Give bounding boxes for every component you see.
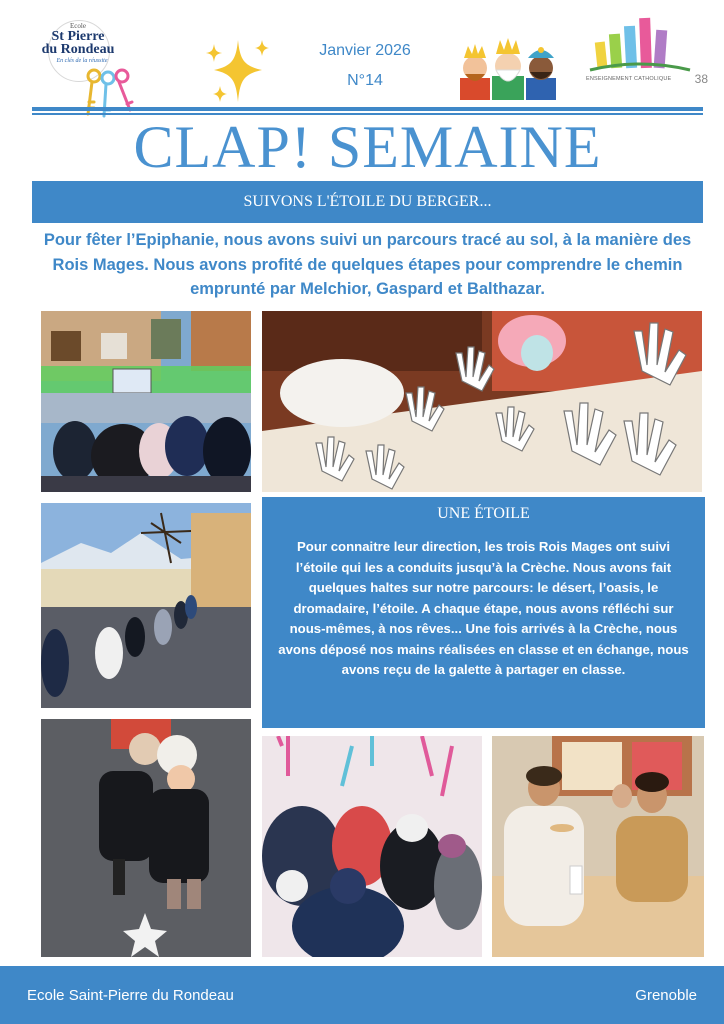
page-title: CLAP! SEMAINE bbox=[133, 114, 602, 180]
diocese-logo bbox=[584, 14, 710, 100]
photo-kids-on-star bbox=[41, 719, 251, 957]
three-kings-icon bbox=[458, 38, 558, 100]
diocese-number: 38 bbox=[694, 72, 708, 86]
logo-ecole-text: Ecole bbox=[70, 22, 86, 30]
photo-children-creche bbox=[262, 736, 482, 957]
une-etoile-heading: UNE ÉTOILE bbox=[437, 505, 530, 522]
intro-paragraph: Pour fêter l’Epiphanie, nous avons suivi un parcours tracé au sol, à la manière des Rois Mages. Nous avons profité de quelques étapes pour comprendre le chemin emprunté par Melchior, Gaspard et Balthazar. bbox=[43, 231, 692, 298]
diocese-label: ENSEIGNEMENT CATHOLIQUE bbox=[586, 76, 672, 82]
footer-school-name: Ecole Saint-Pierre du Rondeau bbox=[27, 987, 234, 1004]
photo-children-courtyard bbox=[41, 311, 251, 492]
footer-city: Grenoble bbox=[635, 987, 697, 1004]
photo-hands-crafts bbox=[262, 311, 702, 492]
issue-number: N°14 bbox=[347, 72, 383, 89]
star-icon bbox=[200, 36, 280, 108]
logo-name-line1: St Pierre bbox=[51, 29, 105, 44]
logo-school-name bbox=[38, 30, 118, 56]
section-heading-banner: SUIVONS L'ÉTOILE DU BERGER... bbox=[32, 181, 703, 223]
photo-girls-galette bbox=[492, 736, 704, 957]
footer bbox=[0, 966, 724, 1024]
une-etoile-box bbox=[262, 497, 705, 728]
diocese-logo-icon bbox=[588, 14, 692, 76]
une-etoile-body: Pour connaitre leur direction, les trois Rois Mages ont suivi l’étoile qui les a conduits jusqu’à la Crèche. Nous avons fait quelques haltes sur notre parcours: le désert, l’oasis, le dromadaire, l’étoile. A chaque étape, nous avons réfléchi sur nous-mêmes, à nos rêves... Une fois arrivés à la Crèche, nous avons déposé nos mains réalisées en classe et en échange, nous avons reçu de la galette à partager en classe. bbox=[278, 539, 689, 677]
issue-date: Janvier 2026 bbox=[319, 42, 411, 59]
photo-children-walking bbox=[41, 503, 251, 708]
logo-motto: En clés de la réussite bbox=[56, 58, 108, 64]
logo-name-line2: du Rondeau bbox=[41, 42, 115, 57]
header-rule-top bbox=[32, 107, 703, 111]
school-logo bbox=[38, 18, 138, 100]
